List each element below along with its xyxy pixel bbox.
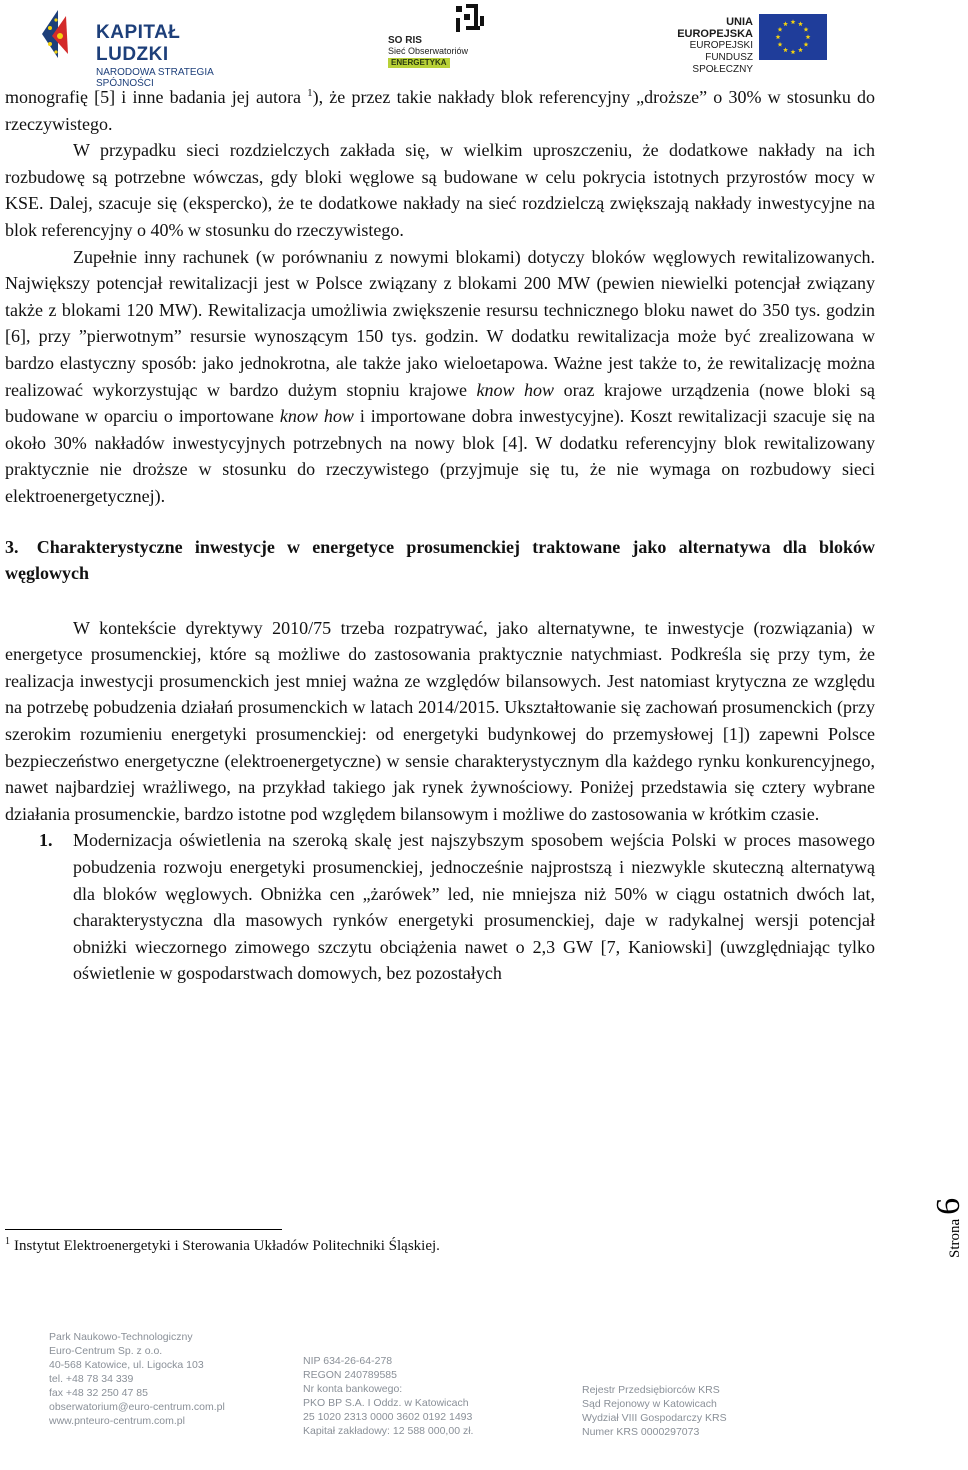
kapital-ludzki-logo [38,6,248,89]
list-item-1-number: 1. [39,830,53,851]
footer-registry-info [582,1383,727,1439]
footnote-number: 1 [5,1236,10,1247]
soris-energy-badge: ENERGETYKA [388,58,450,68]
soris-mark-icon [456,4,486,38]
footer-address: 40-568 Katowice, ul. Ligocka 103 [49,1359,204,1371]
section-heading-text: Charakterystyczne inwestycje w energetyce prosumenckiej traktowane jako alternatywa dla bloków węglowych [5,536,876,584]
footer-line: Euro-Centrum Sp. z o.o. [49,1345,163,1357]
footnote [5,1236,440,1256]
footer-line: NIP 634-26-64-278 [303,1355,393,1367]
footer-line: Sąd Rejonowy w Katowicach [582,1398,717,1410]
footer-email-link[interactable]: obserwatorium@euro-centrum.com.pl [49,1401,225,1413]
list-item-1 [5,827,875,987]
footer-line: Wydział VIII Gospodarczy KRS [582,1412,727,1424]
eu-title: UNIA EUROPEJSKA [677,16,753,40]
eu-logo [663,14,828,75]
footer-company-info [49,1330,225,1428]
paragraph-4: W kontekście dyrektywy 2010/75 trzeba rozpatrywać, jako alternatywne, te inwestycje (rozwiązania) w energetyce prosumenckiej, które są możliwe do zastosowania praktycznie natychmiast. Podkreśla się przy tym, że realizacja inwestycji prosumenckich jest mniej ważna ze względów bilansowych. Jest natomiast krytyczna ze względu na potrzebę pobudzenia działań prosumenckich w latach 2014/2015. Ukształtowanie się zachowań prosumenckich (przy szerokim rozumieniu energetyki prosumenckiej: od energetyki budynkowej do przemysłowej [1]) zapewni Polsce bezpieczeństwo energetyczne (elektroenergetyczne) w sensie charakterystycznym dla każdego rynku konkurencyjnego, nawet najbardziej wrażliwego, na przykład takiego jak rynek żywnościowy. Poniżej przedstawia się cztery wybrane działania prosumenckie, bardzo istotne pod względem bilansowym i możliwe do zastosowania w krótkim czasie. [5,617,875,824]
kapital-ludzki-title: KAPITAŁ LUDZKI [96,22,181,65]
kapital-ludzki-emblem-icon [38,6,94,62]
footer-line: Park Naukowo-Technologiczny [49,1331,193,1343]
page-footer [0,1330,960,1440]
page-number: 6 [930,1197,967,1215]
soris-subtitle: Sieć Obserwatoriów [388,46,469,56]
paragraph-3-italic-2: know how [279,406,354,427]
eu-flag-icon [759,14,827,60]
paragraph-1 [5,84,875,137]
document-body [5,84,875,987]
paragraph-3-italic-1: know how [476,379,555,400]
footer-bank-info [303,1354,473,1438]
paragraph-3 [5,244,875,510]
paragraph-1-text-a: monografię [5] i inne badania jej autora [5,87,301,107]
soris-title: SO RIS [388,35,422,46]
section-heading-number: 3. [5,536,19,557]
footer-phone: tel. +48 78 34 339 [49,1373,134,1385]
kapital-ludzki-subtitle: NARODOWA STRATEGIA SPÓJNOŚCI [96,67,214,89]
page-number-marker [930,1178,966,1258]
eu-line-3: FUNDUSZ SPOŁECZNY [692,52,753,75]
footer-line: Nr konta bankowego: [303,1383,403,1395]
footnote-ref-1: 1 [307,87,313,99]
footer-fax: fax +48 32 250 47 85 [49,1387,148,1399]
page-label: Strona [947,1218,963,1258]
footer-line: Kapitał zakładowy: 12 588 000,00 zł. [303,1425,474,1437]
footer-line: REGON 240789585 [303,1369,397,1381]
footnote-text: Instytut Elektroenergetyki i Sterowania Układów Politechniki Śląskiej. [14,1238,440,1254]
soris-logo [388,4,488,70]
footer-website-link[interactable]: www.pnteuro-centrum.com.pl [49,1415,185,1427]
footer-line: 25 1020 2313 0000 3602 0192 1493 [303,1411,473,1423]
paragraph-2: W przypadku sieci rozdzielczych zakłada się, w wielkim uproszczeniu, że dodatkowe nakłady na ich rozbudowę są potrzebne wówczas, gdy bloki węglowe są budowane w celu pokrycia istotnych przyrostów mocy w KSE. Dalej, szacuje się (ekspercko), że te dodatkowe nakłady na sieć rozdzielczą zwiększają nakłady inwestycyjne na blok referencyjny o 40% w stosunku do rzeczywistego. [5,140,875,240]
section-heading [5,534,875,587]
paragraph-1-text-b: ), że przez takie nakłady blok referencyjny „droższe” o 30% w stosunku do rzeczywistego. [5,87,876,134]
paragraph-3-text-c: i importowane dobra inwestycyjne). Koszt rewitalizacji szacuje się na około 30% nakładów inwestycyjnych potrzebnych na nowy blok [4]. W dodatku referencyjny blok rewitalizowany praktycznie nie droższe w stosunku do rzeczywistego (przyjmuje się tu, że nie wymaga on rozbudowy sieci elektroenergetycznej). [5,406,875,506]
footer-line: PKO BP S.A. I Oddz. w Katowicach [303,1397,469,1409]
footnote-separator [5,1229,282,1230]
eu-line-2: EUROPEJSKI [689,40,753,51]
page-header [0,0,960,89]
list-item-1-text: Modernizacja oświetlenia na szeroką skalę jest najszybszym sposobem wejścia Polski w proces masowego pobudzenia rozwoju energetyki prosumenckiej, jednocześnie najprostszą i niezwykle skuteczną alternatywą dla bloków węglowych. Obniżka cen „żarówek” led, nie mniejsza niż 50% w ciągu ostatnich dwóch lat, charakterystyczna dla masowych rynków energetyki prosumenckiej, daje w radykalnej wersji potencjał obniżki wieczornego zimowego szczytu obciążenia nawet o 2,3 GW [7, Kaniowski] (uwzględniając tylko oświetlenie w gospodarstwach domowych, bez pozostałych [73,830,875,984]
paragraph-3-text-b: oraz krajowe urządzenia (nowe bloki są budowane w oparciu o importowane [5,379,876,427]
paragraph-3-text-a: Zupełnie inny rachunek (w porównaniu z nowymi blokami) dotyczy bloków węglowych rewitalizowanych. Największy potencjał rewitalizacji jest w Polsce związany z blokami 200 MW (pewien niewielki potencjał związany także z blokami 120 MW). Rewitalizacja umożliwia zwiększenie resursu technicznego bloku nawet do 350 tys. godzin [6], przy ”pierwotnym” resursie wynoszącym 150 tys. godzin. W dodatku rewitalizacja może być zrealizowana w bardzo elastyczny sposób: jako jednokrotna, ale także jako wieloetapowa. Ważne jest także to, że rewitalizację można realizować wykorzystując w bardzo dużym stopniu krajowe [5,246,875,400]
footer-line: Rejestr Przedsiębiorców KRS [582,1384,720,1396]
footer-line: Numer KRS 0000297073 [582,1426,700,1438]
